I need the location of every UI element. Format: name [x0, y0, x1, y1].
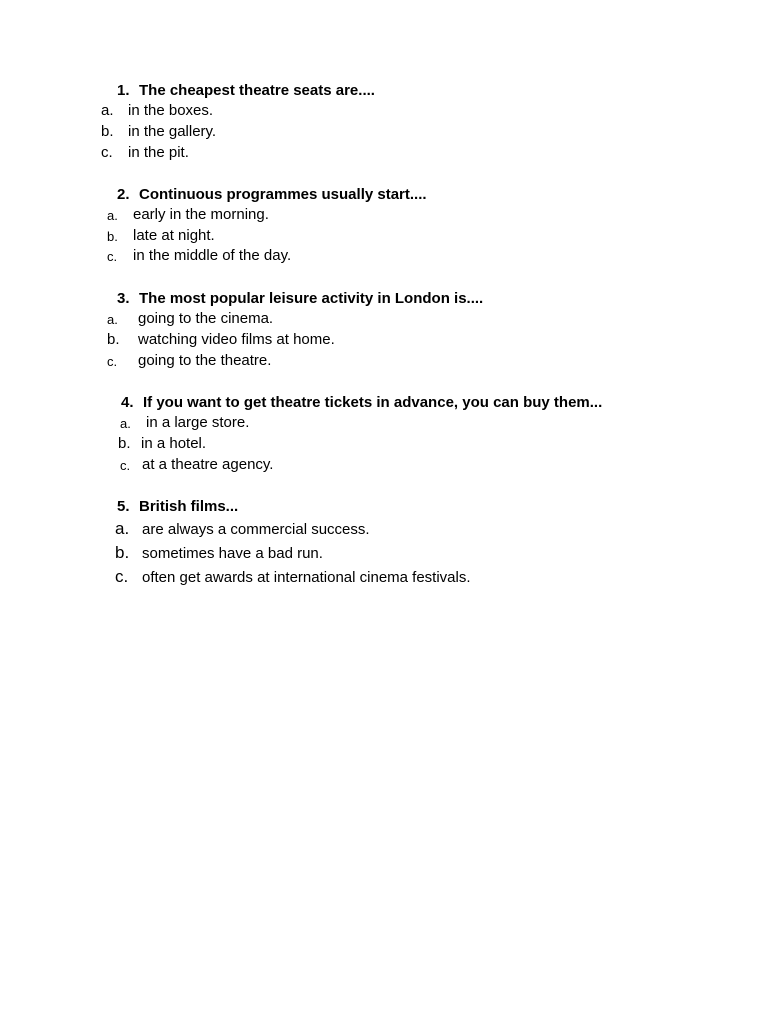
- question-3-option-c-text: going to the theatre.: [138, 352, 272, 369]
- question-2-option-c-letter: c.: [107, 249, 118, 264]
- question-1-option-b-text: in the gallery.: [128, 123, 217, 140]
- question-4-option-a-text: in a large store.: [146, 414, 250, 431]
- question-4-option-c-letter: c.: [120, 458, 131, 473]
- question-4-option-c-text: at a theatre agency.: [142, 456, 274, 473]
- question-5-text: British films...: [139, 498, 239, 515]
- question-3-option-b-text: watching video films at home.: [138, 331, 335, 348]
- question-4-number: 4.: [121, 394, 134, 411]
- question-3-number: 3.: [117, 290, 130, 307]
- question-2-option-c-text: in the middle of the day.: [133, 247, 292, 264]
- question-1-number: 1.: [117, 82, 130, 99]
- question-1-option-a-letter: a.: [101, 102, 114, 119]
- question-5-option-a-text: are always a commercial success.: [142, 521, 370, 538]
- question-4-text: If you want to get theatre tickets in advance, you can buy them...: [143, 394, 603, 411]
- question-1-option-c-letter: c.: [101, 144, 113, 161]
- question-5-option-c-text: often get awards at international cinema festivals.: [142, 569, 471, 586]
- question-2-option-a-text: early in the morning.: [133, 206, 269, 223]
- question-1-option-c-text: in the pit.: [128, 144, 189, 161]
- question-5-option-a-letter: a.: [115, 519, 130, 538]
- question-3-option-b-letter: b.: [107, 331, 120, 348]
- question-2-text: Continuous programmes usually start....: [139, 186, 427, 203]
- question-2-option-b-letter: b.: [107, 229, 118, 244]
- question-5-option-b-letter: b.: [115, 543, 130, 562]
- question-3-option-a-letter: a.: [107, 312, 118, 327]
- question-1-option-b-letter: b.: [101, 123, 114, 140]
- question-5-option-b-text: sometimes have a bad run.: [142, 545, 323, 562]
- question-3-option-c-letter: c.: [107, 354, 118, 369]
- question-4-option-b-letter: b.: [118, 435, 131, 452]
- question-4-option-b-text: in a hotel.: [141, 435, 207, 452]
- question-2-number: 2.: [117, 186, 130, 203]
- question-3-text: The most popular leisure activity in London is....: [139, 290, 484, 307]
- question-1-option-a-text: in the boxes.: [128, 102, 214, 119]
- question-5-option-c-letter: c.: [115, 567, 129, 586]
- question-2-option-a-letter: a.: [107, 208, 118, 223]
- question-3-option-a-text: going to the cinema.: [138, 310, 274, 327]
- question-4-option-a-letter: a.: [120, 416, 131, 431]
- question-1-text: The cheapest theatre seats are....: [139, 82, 375, 99]
- question-2-option-b-text: late at night.: [133, 227, 215, 244]
- question-5-number: 5.: [117, 498, 130, 515]
